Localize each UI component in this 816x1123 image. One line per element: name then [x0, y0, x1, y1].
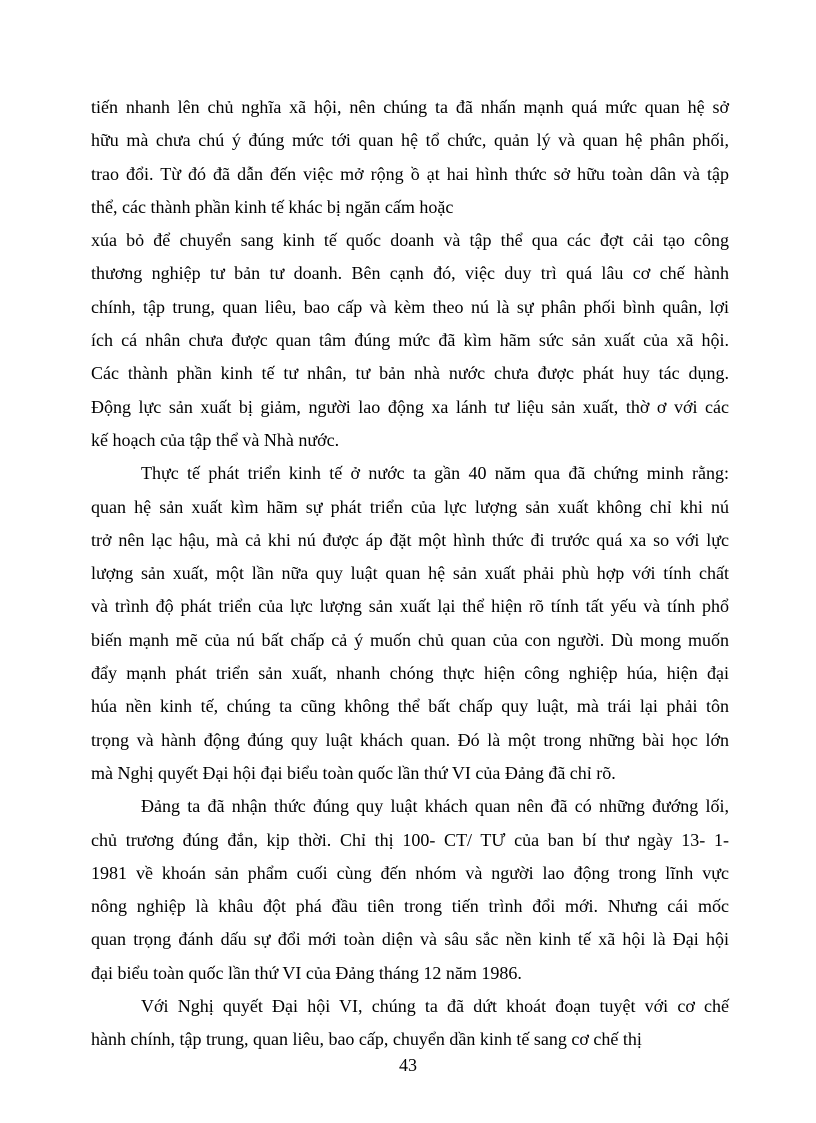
text-line: trao đổi. Từ đó đã dẫn đến việc mở rộng ồ ạt hai hình thức sở hữu toàn dân và tập [91, 163, 729, 184]
text-line: trở nên lạc hậu, mà cả khi nú được áp đặt một hình thức đi trước quá xa so với lực [91, 529, 729, 550]
text-line: chủ trương đúng đắn, kịp thời. Chỉ thị 100- CT/ TƯ của ban bí thư ngày 13- 1- [91, 829, 729, 850]
text-line: thể, các thành phần kinh tế khác bị ngăn cấm hoặc [91, 196, 454, 217]
paragraph-1 [91, 224, 729, 457]
text-line: mà Nghị quyết Đại hội đại biểu toàn quốc lần thứ VI của Đảng đã chỉ rõ. [91, 762, 616, 783]
text-line: Thực tế phát triển kinh tế ở nước ta gần 40 năm qua đã chứng minh rằng: [141, 463, 729, 484]
text-line: lượng sản xuất, một lần nữa quy luật quan hệ sản xuất phải phù hợp với tính chất [91, 563, 729, 584]
page-number: 43 [399, 1055, 417, 1075]
text-line: đẩy mạnh phát triển sản xuất, nhanh chóng thực hiện công nghiệp húa, hiện đại [91, 663, 729, 684]
text-line: biến mạnh mẽ của nú bất chấp cả ý muốn chủ quan của con người. Dù mong muốn [91, 629, 729, 650]
text-line: tiến nhanh lên chủ nghĩa xã hội, nên chúng ta đã nhấn mạnh quá mức quan hệ sở [91, 97, 729, 117]
text-line: Đảng ta đã nhận thức đúng quy luật khách quan nên đã có những đướng lối, [141, 796, 729, 817]
text-line: ích cá nhân chưa được quan tâm đúng mức đã kìm hãm sức sản xuất của xã hội. [91, 330, 729, 351]
text-line: và trình độ phát triển của lực lượng sản xuất lại thể hiện rõ tính tất yếu và tính phổ [91, 596, 729, 617]
text-line: xúa bỏ để chuyển sang kinh tế quốc doanh và tập thể qua các đợt cải tạo công [91, 230, 729, 251]
text-line: Với Nghị quyết Đại hội VI, chúng ta đã dứt khoát đoạn tuyệt với cơ chế [141, 996, 729, 1017]
text-line: quan hệ sản xuất kìm hãm sự phát triển của lực lượng sản xuất không chỉ khi nú [91, 496, 729, 517]
text-line: húa nền kinh tế, chúng ta cũng không thể bất chấp quy luật, mà trái lại phải tôn [91, 696, 729, 717]
text-line: thương nghiệp tư bản tư doanh. Bên cạnh đó, việc duy trì quá lâu cơ chế hành [91, 263, 729, 284]
paragraph-2 [91, 457, 729, 790]
paragraph-3 [91, 790, 729, 990]
text-line: hữu mà chưa chú ý đúng mức tới quan hệ tổ chức, quản lý và quan hệ phân phối, [91, 130, 729, 151]
text-line: 1981 về khoán sản phẩm cuối cùng đến nhóm và người lao động trong lĩnh vực [91, 862, 729, 883]
text-line: kế hoạch của tập thể và Nhà nước. [91, 429, 340, 450]
text-line: quan trọng đánh dấu sự đổi mới toàn diện và sâu sắc nền kinh tế xã hội là Đại hội [91, 929, 729, 950]
text-line: Các thành phần kinh tế tư nhân, tư bản nhà nước chưa được phát huy tác dụng. [91, 363, 729, 384]
text-line: chính, tập trung, quan liêu, bao cấp và kèm theo nú là sự phân phối bình quân, lợi [91, 296, 729, 317]
body-text [91, 91, 729, 1057]
text-line: hành chính, tập trung, quan liêu, bao cấp, chuyển dần kinh tế sang cơ chế thị [91, 1029, 642, 1050]
paragraph-continuation [91, 91, 729, 224]
text-line: trọng và hành động đúng quy luật khách quan. Đó là một trong những bài học lớn [91, 729, 729, 750]
text-line: nông nghiệp là khâu đột phá đầu tiên trong tiến trình đổi mới. Nhưng cái mốc [91, 896, 729, 917]
text-line: Động lực sản xuất bị giảm, người lao động xa lánh tư liệu sản xuất, thờ ơ với các [91, 396, 729, 417]
paragraph-4 [91, 990, 729, 1057]
text-line: đại biểu toàn quốc lần thứ VI của Đảng tháng 12 năm 1986. [91, 962, 522, 983]
